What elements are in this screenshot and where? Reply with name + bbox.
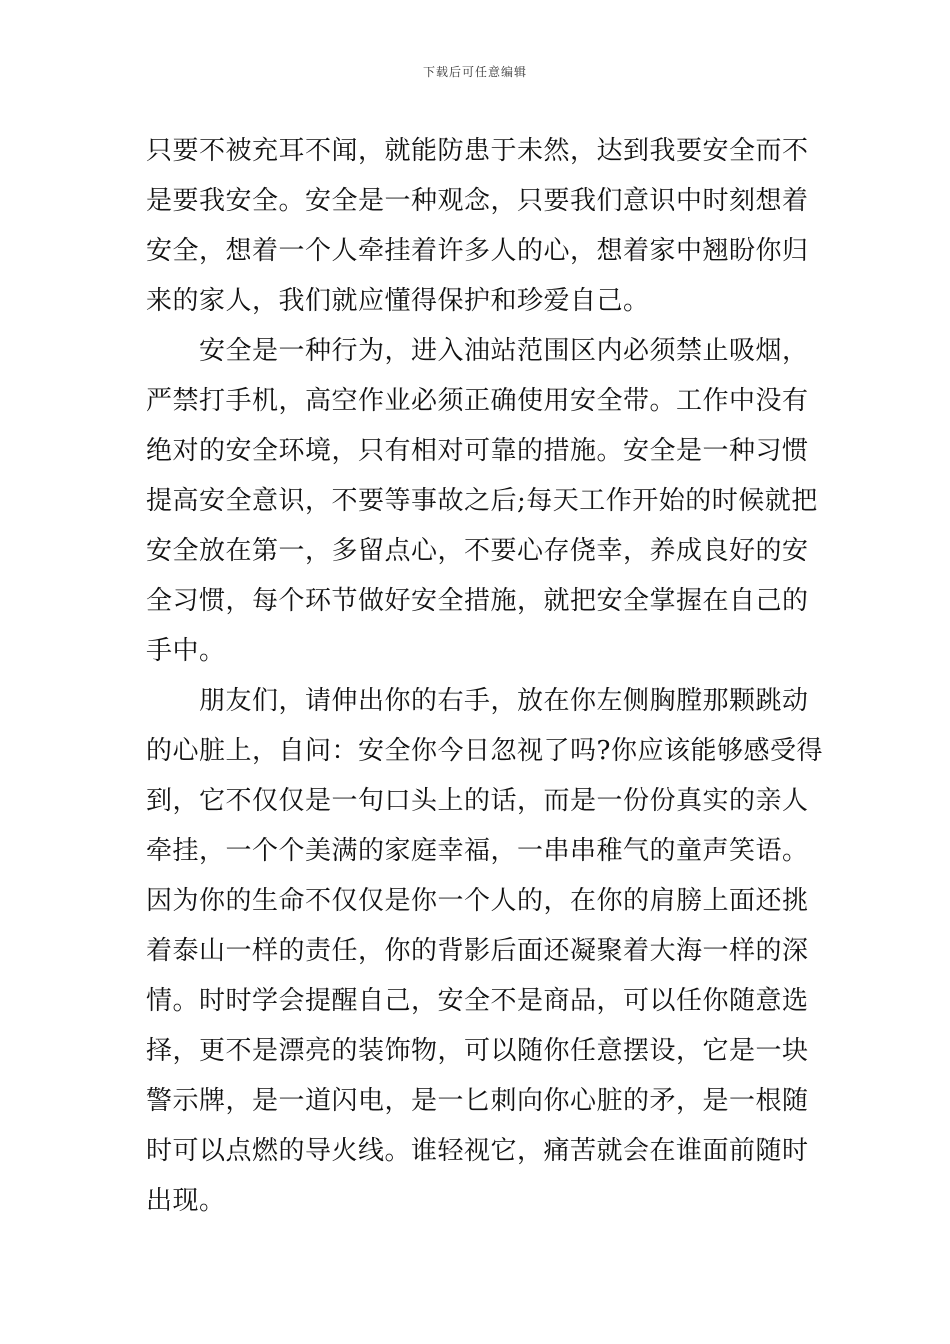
text-line: 手中。 <box>146 636 226 666</box>
text-line: 情。时时学会提醒自己，安全不是商品，可以任你随意选 <box>146 986 809 1016</box>
text-line: 着泰山一样的责任，你的背影后面还凝聚着大海一样的深 <box>146 936 809 966</box>
document-body <box>146 126 823 1226</box>
text-line: 绝对的安全环境，只有相对可靠的措施。安全是一种习惯 <box>146 436 809 466</box>
text-line: 的心脏上，自问：安全你今日忽视了吗?你应该能够感受得 <box>146 736 823 766</box>
text-line: 择，更不是漂亮的装饰物，可以随你任意摆设，它是一块 <box>146 1036 809 1066</box>
text-line: 牵挂，一个个美满的家庭幸福，一串串稚气的童声笑语。 <box>146 836 809 866</box>
text-line: 时可以点燃的导火线。谁轻视它，痛苦就会在谁面前随时 <box>146 1136 809 1166</box>
text-line: 安全是一种行为，进入油站范围区内必须禁止吸烟， <box>146 336 809 366</box>
text-line: 只要不被充耳不闻，就能防患于未然，达到我要安全而不 <box>146 136 809 166</box>
text-line: 是要我安全。安全是一种观念，只要我们意识中时刻想着 <box>146 186 809 216</box>
page-header-note: 下载后可任意编辑 <box>422 65 527 79</box>
text-line: 安全，想着一个人牵挂着许多人的心，想着家中翘盼你归 <box>146 236 809 266</box>
text-line: 安全放在第一，多留点心，不要心存侥幸，养成良好的安 <box>146 536 809 566</box>
text-line: 来的家人，我们就应懂得保护和珍爱自己。 <box>146 286 650 316</box>
text-line: 警示牌，是一道闪电，是一匕刺向你心脏的矛，是一根随 <box>146 1086 809 1116</box>
text-line: 出现。 <box>146 1186 226 1216</box>
text-line: 朋友们，请伸出你的右手，放在你左侧胸膛那颗跳动 <box>146 686 809 716</box>
text-line: 全习惯，每个环节做好安全措施，就把安全掌握在自己的 <box>146 586 809 616</box>
text-line: 因为你的生命不仅仅是你一个人的，在你的肩膀上面还挑 <box>146 886 809 916</box>
text-line: 提高安全意识，不要等事故之后;每天工作开始的时候就把 <box>146 486 818 516</box>
text-line: 到，它不仅仅是一句口头上的话，而是一份份真实的亲人 <box>146 786 809 816</box>
text-line: 严禁打手机，高空作业必须正确使用安全带。工作中没有 <box>146 386 809 416</box>
